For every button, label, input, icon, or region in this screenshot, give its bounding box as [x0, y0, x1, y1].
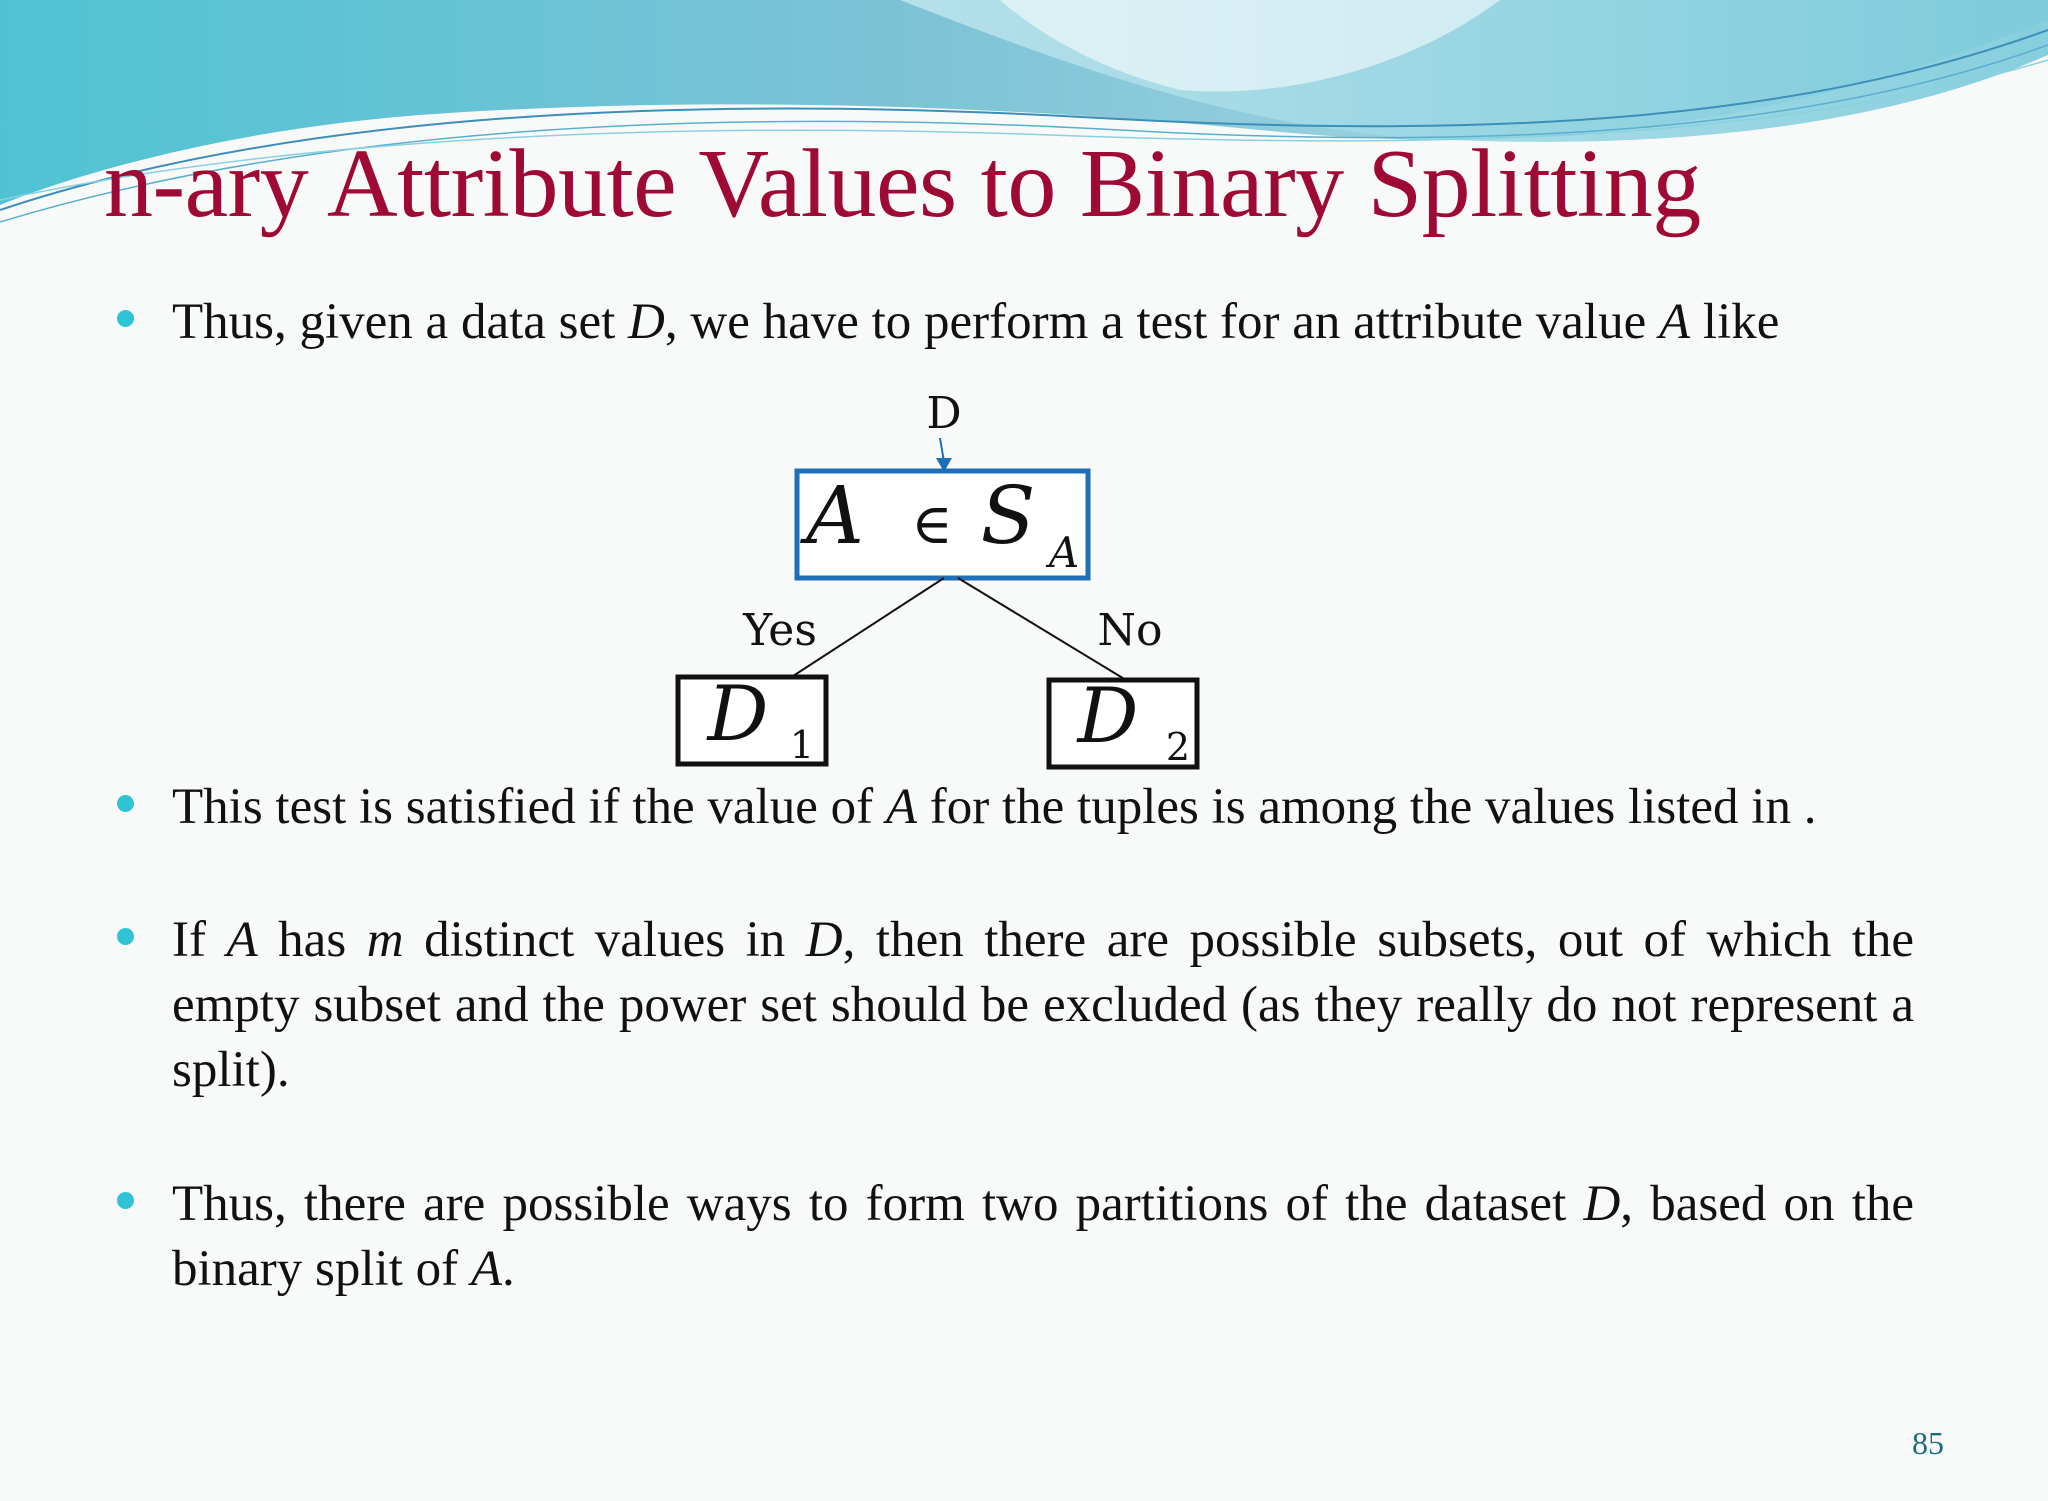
- test-set: S: [980, 469, 1036, 562]
- left-child-label: D: [707, 669, 769, 758]
- bullet-text: distinct values in: [403, 912, 806, 968]
- element-of-symbol: ∈: [911, 492, 953, 557]
- no-branch-label: No: [1097, 605, 1163, 656]
- bullet-text: This test is satisfied if the value of: [172, 779, 886, 835]
- diagram-input-label: D: [926, 388, 962, 439]
- bullet-text: , then there are possible subsets, out of which the empty subset and the power set should be excluded (as they really do not represent a split).: [172, 912, 1915, 1098]
- yes-branch-label: Yes: [743, 605, 817, 656]
- bullet-text: , based on the binary split of: [172, 1176, 1915, 1297]
- bullet-text: like: [1690, 294, 1780, 350]
- test-set-subscript: A: [1048, 528, 1080, 577]
- slide-title: n-ary Attribute Values to Binary Splitting: [104, 130, 1701, 238]
- math-variable: D: [628, 294, 665, 350]
- right-child-subscript: 2: [1165, 725, 1191, 769]
- test-attribute: A: [806, 469, 864, 562]
- math-variable: A: [470, 1241, 503, 1297]
- math-variable: A: [226, 912, 258, 968]
- math-variable: A: [885, 779, 918, 835]
- bullet-text: .: [502, 1241, 515, 1297]
- bullet-text: , we have to perform a test for an attribute value: [664, 294, 1659, 350]
- bullet-text: Thus, there are possible ways to form two partitions of the dataset: [172, 1176, 1584, 1232]
- left-child-subscript: 1: [789, 723, 815, 767]
- right-child-label: D: [1077, 671, 1139, 760]
- bullet-text: for the tuples is among the values listed in .: [917, 779, 1817, 835]
- bullet-text: If: [172, 912, 227, 968]
- math-variable: D: [1583, 1176, 1621, 1232]
- math-variable: A: [1659, 294, 1691, 350]
- page-number: 85: [1912, 1425, 1944, 1461]
- math-variable: D: [805, 912, 843, 968]
- math-variable: m: [366, 912, 404, 968]
- bullet-text: Thus, given a data set: [172, 294, 629, 350]
- bullet-text: has: [257, 912, 367, 968]
